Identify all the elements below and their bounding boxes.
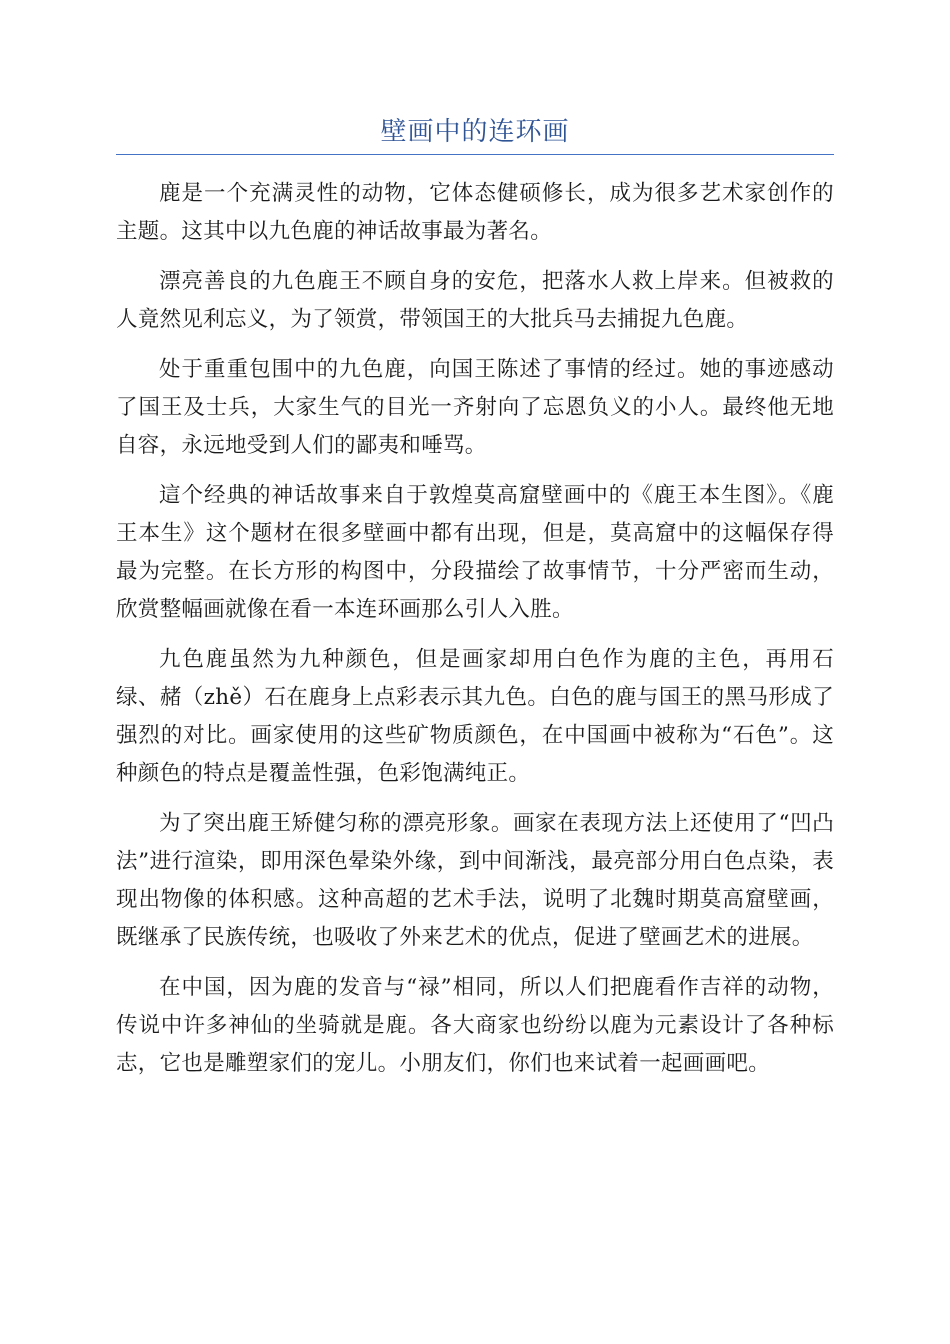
document-page	[116, 0, 834, 1095]
paragraph: 九色鹿虽然为九种颜色，但是画家却用白色作为鹿的主色，再用石绿、赭（zhě）石在鹿身上点彩表示其九色。白色的鹿与国王的黑马形成了强烈的对比。画家使用的这些矿物质颜色，在中国画中被称为“石色”。这种颜色的特点是覆盖性强，色彩饱满纯正。	[116, 647, 834, 786]
paragraph: 這个经典的神话故事来自于敦煌莫高窟壁画中的《鹿王本生图》。《鹿王本生》这个题材在很多壁画中都有出现，但是，莫高窟中的这幅保存得最为完整。在长方形的构图中，分段描绘了故事情节，十分严密而生动，欣赏整幅画就像在看一本连环画那么引人入胜。	[116, 483, 834, 622]
document-body	[116, 175, 834, 1083]
title-underline	[116, 154, 834, 155]
paragraph: 处于重重包围中的九色鹿，向国王陈述了事情的经过。她的事迹感动了国王及士兵，大家生气的目光一齐射向了忘恩负义的小人。最终他无地自容，永远地受到人们的鄙夷和唾骂。	[116, 357, 834, 458]
paragraph: 为了突出鹿王矫健匀称的漂亮形象。画家在表现方法上还使用了“凹凸法”进行渲染，即用深色晕染外缘，到中间渐浅，最亮部分用白色点染，表现出物像的体积感。这种高超的艺术手法，说明了北魏时期莫高窟壁画，既继承了民族传统，也吸收了外来艺术的优点，促进了壁画艺术的进展。	[116, 811, 834, 950]
paragraph: 漂亮善良的九色鹿王不顾自身的安危，把落水人救上岸来。但被救的人竟然见利忘义，为了领赏，带领国王的大批兵马去捕捉九色鹿。	[116, 269, 834, 332]
paragraph: 鹿是一个充满灵性的动物，它体态健硕修长，成为很多艺术家创作的主题。这其中以九色鹿的神话故事最为著名。	[116, 181, 834, 244]
document-title: 壁画中的连环画	[380, 117, 570, 147]
paragraph: 在中国，因为鹿的发音与“禄”相同，所以人们把鹿看作吉祥的动物，传说中许多神仙的坐骑就是鹿。各大商家也纷纷以鹿为元素设计了各种标志，它也是雕塑家们的宠儿。小朋友们，你们也来试着一起画画吧。	[116, 975, 834, 1076]
